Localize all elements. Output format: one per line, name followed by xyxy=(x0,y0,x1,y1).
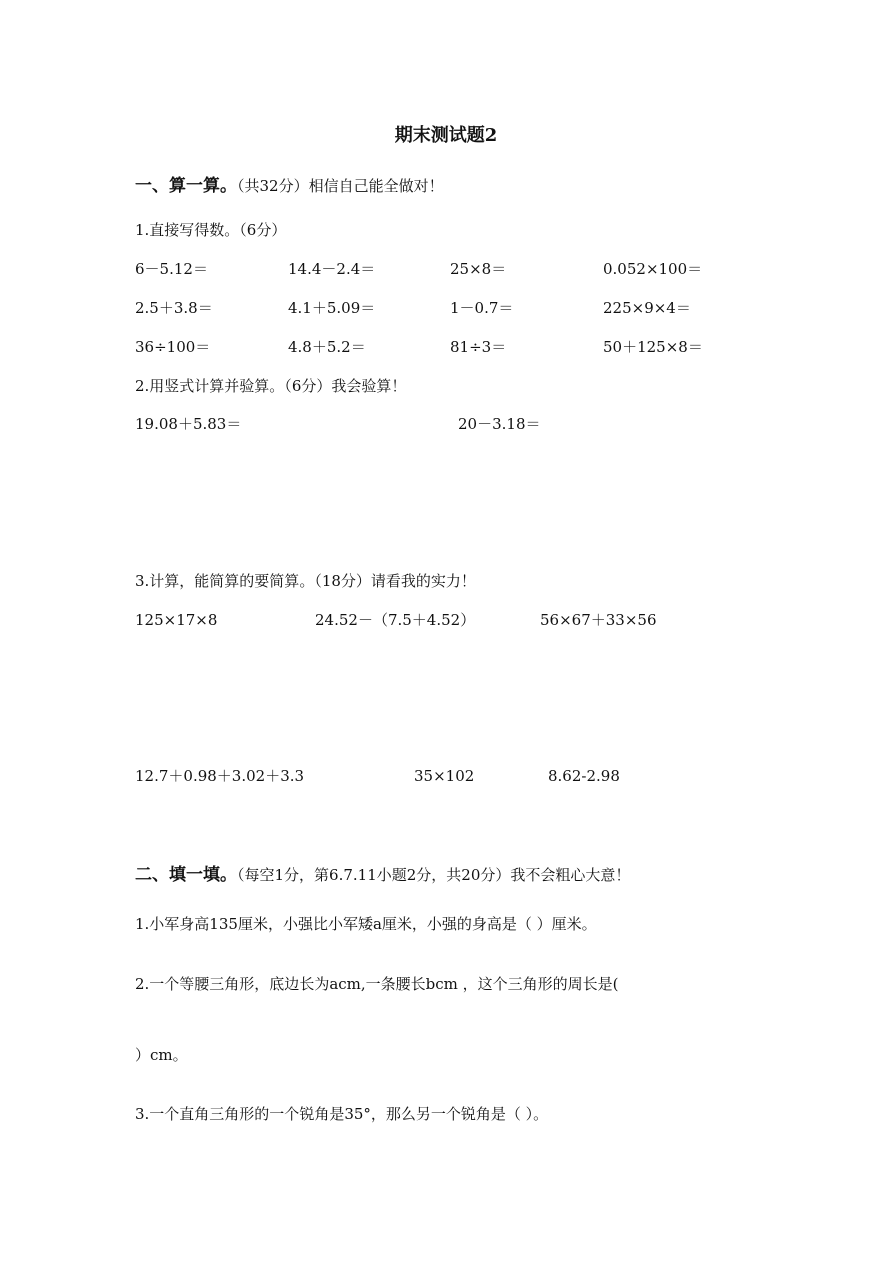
fill-q1: 1.小军身高135厘米，小强比小军矮a厘米，小强的身高是（ ）厘米。 xyxy=(135,915,597,933)
q2-item: 19.08＋5.83＝ xyxy=(135,415,242,433)
section2-note: （每空1分，第6.7.11小题2分，共20分）我不会粗心大意！ xyxy=(237,866,631,884)
section2-heading: 二、填一填。 xyxy=(135,865,237,885)
section1-note: （共32分）相信自己能全做对！ xyxy=(237,177,444,195)
q1-item: 25×8＝ xyxy=(450,260,507,278)
q3-item: 56×67＋33×56 xyxy=(540,611,657,629)
page-title: 期末测试题2 xyxy=(394,125,498,146)
q1-item: 50＋125×8＝ xyxy=(603,338,703,356)
q1-label: 1.直接写得数。（6分） xyxy=(135,221,287,239)
fill-q2-line1: 2.一个等腰三角形，底边长为acm,一条腰长bcm ，这个三角形的周长是( xyxy=(135,975,619,993)
fill-q3: 3.一个直角三角形的一个锐角是35°，那么另一个锐角是（ ）。 xyxy=(135,1105,549,1123)
section1-header xyxy=(135,176,444,196)
q3-item: 24.52－（7.5＋4.52） xyxy=(315,611,476,629)
q3-item: 35×102 xyxy=(414,767,475,785)
q3-item: 125×17×8 xyxy=(135,611,218,629)
q1-item: 0.052×100＝ xyxy=(603,260,703,278)
fill-q2-line2: ）cm。 xyxy=(135,1046,188,1064)
q1-item: 14.4－2.4＝ xyxy=(288,260,376,278)
q1-item: 1－0.7＝ xyxy=(450,299,514,317)
q1-item: 4.1＋5.09＝ xyxy=(288,299,376,317)
q1-item: 225×9×4＝ xyxy=(603,299,691,317)
q3-item: 12.7＋0.98＋3.02＋3.3 xyxy=(135,767,305,785)
q2-label: 2.用竖式计算并验算。（6分）我会验算！ xyxy=(135,377,407,395)
q3-item: 8.62-2.98 xyxy=(548,767,620,785)
q1-item: 4.8＋5.2＝ xyxy=(288,338,366,356)
q1-item: 2.5＋3.8＝ xyxy=(135,299,213,317)
section2-header xyxy=(135,865,630,885)
q3-label: 3.计算，能简算的要简算。（18分）请看我的实力！ xyxy=(135,572,476,590)
q1-item: 6－5.12＝ xyxy=(135,260,208,278)
section1-heading: 一、算一算。 xyxy=(135,176,237,196)
q1-item: 81÷3＝ xyxy=(450,338,507,356)
q1-item: 36÷100＝ xyxy=(135,338,211,356)
q2-item: 20－3.18＝ xyxy=(458,415,541,433)
